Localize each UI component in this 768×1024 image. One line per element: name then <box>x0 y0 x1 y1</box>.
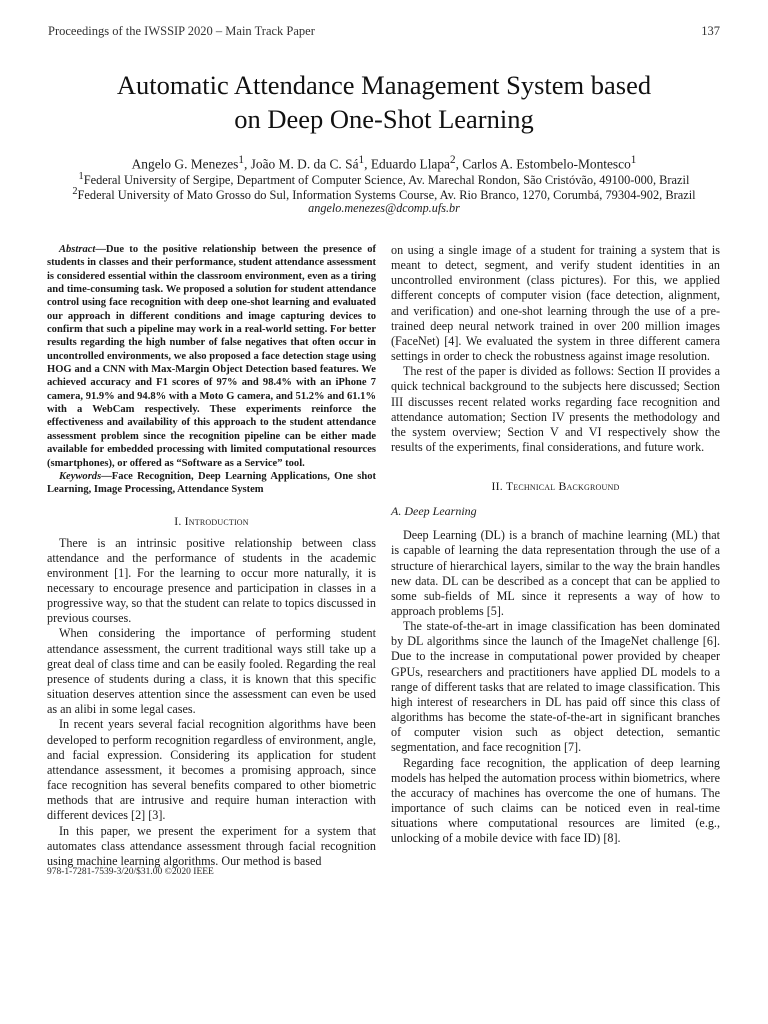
body-paragraph: In recent years several facial recognition algorithms have been developed to perform recognition regardless of environment, angle, and facial expression. Considering its application for student attendance assessment, it becomes a promising approach, since face recognition has several benefits compared to other biometric methods that are intrusive and require human interaction with different devices [2] [3]. <box>47 717 376 823</box>
keywords <box>47 470 376 497</box>
keywords-lead: Keywords <box>59 470 102 482</box>
section-heading-introduction: I. Introduction <box>174 513 249 528</box>
contact-email: angelo.menezes@dcomp.ufs.br <box>308 201 460 215</box>
body-paragraph: The state-of-the-art in image classification has been dominated by DL algorithms since the launch of the ImageNet challenge [6]. Due to the increase in computational power provided by cheaper GPUs, researchers and practitioners have applied DL models to a range of different tasks that are related to image classification. This high interest of researchers in DL has paid off since this class of algorithms has become the state-of-the-art in significant branches of computer vision such as object detection, semantic segmentation, and face recognition [7]. <box>391 619 720 755</box>
author-affil-mark: 2 <box>450 154 456 166</box>
body-paragraph: Regarding face recognition, the application of deep learning models has helped the automation process within biometrics, where the accuracy of machines has overcome the one of humans. The importance of such claims can be noticed even in real-time situations where computational resources are limited (e.g., unlocking of a mobile device with face ID) [8]. <box>391 755 720 846</box>
body-paragraph: Deep Learning (DL) is a branch of machine learning (ML) that is capable of learning the data representation through the use of a structure of hierarchical layers, similar to the way the brain handles new data. DL can be described as a concept that can be applied to some sub-fields of ML since it represents a way of how to approach problems [5]. <box>391 528 720 618</box>
affiliation-text: Federal University of Mato Grosso do Sul, Information Systems Course, Av. Rio Branco, 1270, Corumbá, 79304-902, Brazil <box>77 188 696 203</box>
author-affil-mark: 1 <box>630 154 637 166</box>
abstract-text: —Due to the positive relationship between the presence of students in classes and their performance, student attendance assessment is considered essential within the classroom environment, even as a tiring and time-consuming task. We proposed a solution for student attendance control using face recognition with deep one-shot learning and evaluated our approach in different conditions and image capturing devices to confirm that such a pipeline may work in a real-world setting. For better results regarding the high number of false negatives that often occur in uncontrolled environments, we also proposed a face detection stage using HOG and a CNN with Max-Margin Object Detection based features. We achieved accuracy and F1 scores of 97% and 98.4% with an iPhone 7 camera, 91.9% and 94.8% with a Moto G camera, and 51.2% and 61.1% with a WebCam respectively. These experiments reinforce the effectiveness and availability of this approach to the student attendance assessment problem since the recognition pipeline can be either made available for embedded processing with limited computational resources (smartphones), or offered as “Software as a Service” tool. <box>47 244 376 469</box>
paper-title <box>40 68 728 136</box>
paper-title-line-2: on Deep One-Shot Learning <box>234 104 534 134</box>
body-paragraph: In this paper, we present the experiment for a system that automates class attendance assessment through facial recognition using machine learning algorithms. Our method is based <box>47 823 376 868</box>
abstract <box>47 243 376 470</box>
affiliation-text: Federal University of Sergipe, Department of Computer Science, Av. Marechal Rondon, São Cristóvão, 49100-000, Brazil <box>83 173 690 188</box>
author-name: Eduardo Llapa <box>370 156 451 172</box>
page-number: 137 <box>701 24 720 38</box>
affiliation-mark: 1 <box>78 171 84 182</box>
keywords-text: —Face Recognition, Deep Learning Applications, One shot Learning, Image Processing, Attendance System <box>47 470 376 496</box>
body-paragraph: The rest of the paper is divided as follows: Section II provides a quick technical background to the subjects here discussed; Section III discusses recent related works regarding face recognition and attendance automation; Section IV presents the methodology and the system overview; Section V and VI respectively show the results of the experiments, final considerations, and future work. <box>391 364 720 455</box>
body-paragraph: There is an intrinsic positive relationship between class attendance and the performance of students in the academic environment [1]. For the learning to occur more naturally, it is necessary to encourage presence and participation in classes in a progressive way, so that the student can relate to topics discussed in previous courses. <box>47 535 376 626</box>
author-name: Angelo G. Menezes <box>131 156 239 172</box>
right-column <box>391 243 720 846</box>
paper-title-line-1: Automatic Attendance Management System based <box>116 70 652 100</box>
conference-name: Proceedings of the IWSSIP 2020 – Main Track Paper <box>48 24 315 38</box>
author-list: Angelo G. Menezes$^1$, João M. D. da C. $Sá^1$, Eduardo Llapa$^2$, Carlos A. Estombelo-Montesco$^1$ <box>131 154 637 172</box>
author-name: Carlos A. Estombelo-Montesco <box>462 156 631 172</box>
running-head <box>48 24 720 40</box>
abstract-lead: Abstract <box>59 244 96 255</box>
affiliation-mark: 2 <box>72 186 78 197</box>
body-paragraph: When considering the importance of performing student attendance assessment, the current traditional ways still take up a great deal of class time and can be easily fooled. Regarding the real presence of students during a class, it is known that this specific situation deserves attention since the assessment can even be used as an alibi in some legal cases. <box>47 626 376 717</box>
author-name: João M. D. da C. Sá <box>250 156 359 172</box>
subsection-heading-deep-learning: A. Deep Learning <box>391 504 477 519</box>
left-column <box>47 243 376 869</box>
copyright-notice: 978-1-7281-7539-3/20/$31.00 ©2020 IEEE <box>47 867 214 877</box>
body-paragraph: on using a single image of a student for training a system that is meant to detect, segment, and verify student identities in an uncontrolled environment (class pictures). For this, we applied different concepts of computer vision (face detection, alignment, and verification) and one-shot learning through the use of a pre-trained deep neural network trained in over 200 million images (FaceNet) [4]. We evaluated the system in three different camera settings in order to check the robustness against image resolution. <box>391 243 720 364</box>
section-heading-technical-background: II. Technical Background <box>491 479 620 494</box>
author-affil-mark: 1 <box>358 154 365 166</box>
author-affil-mark: 1 <box>238 154 244 166</box>
